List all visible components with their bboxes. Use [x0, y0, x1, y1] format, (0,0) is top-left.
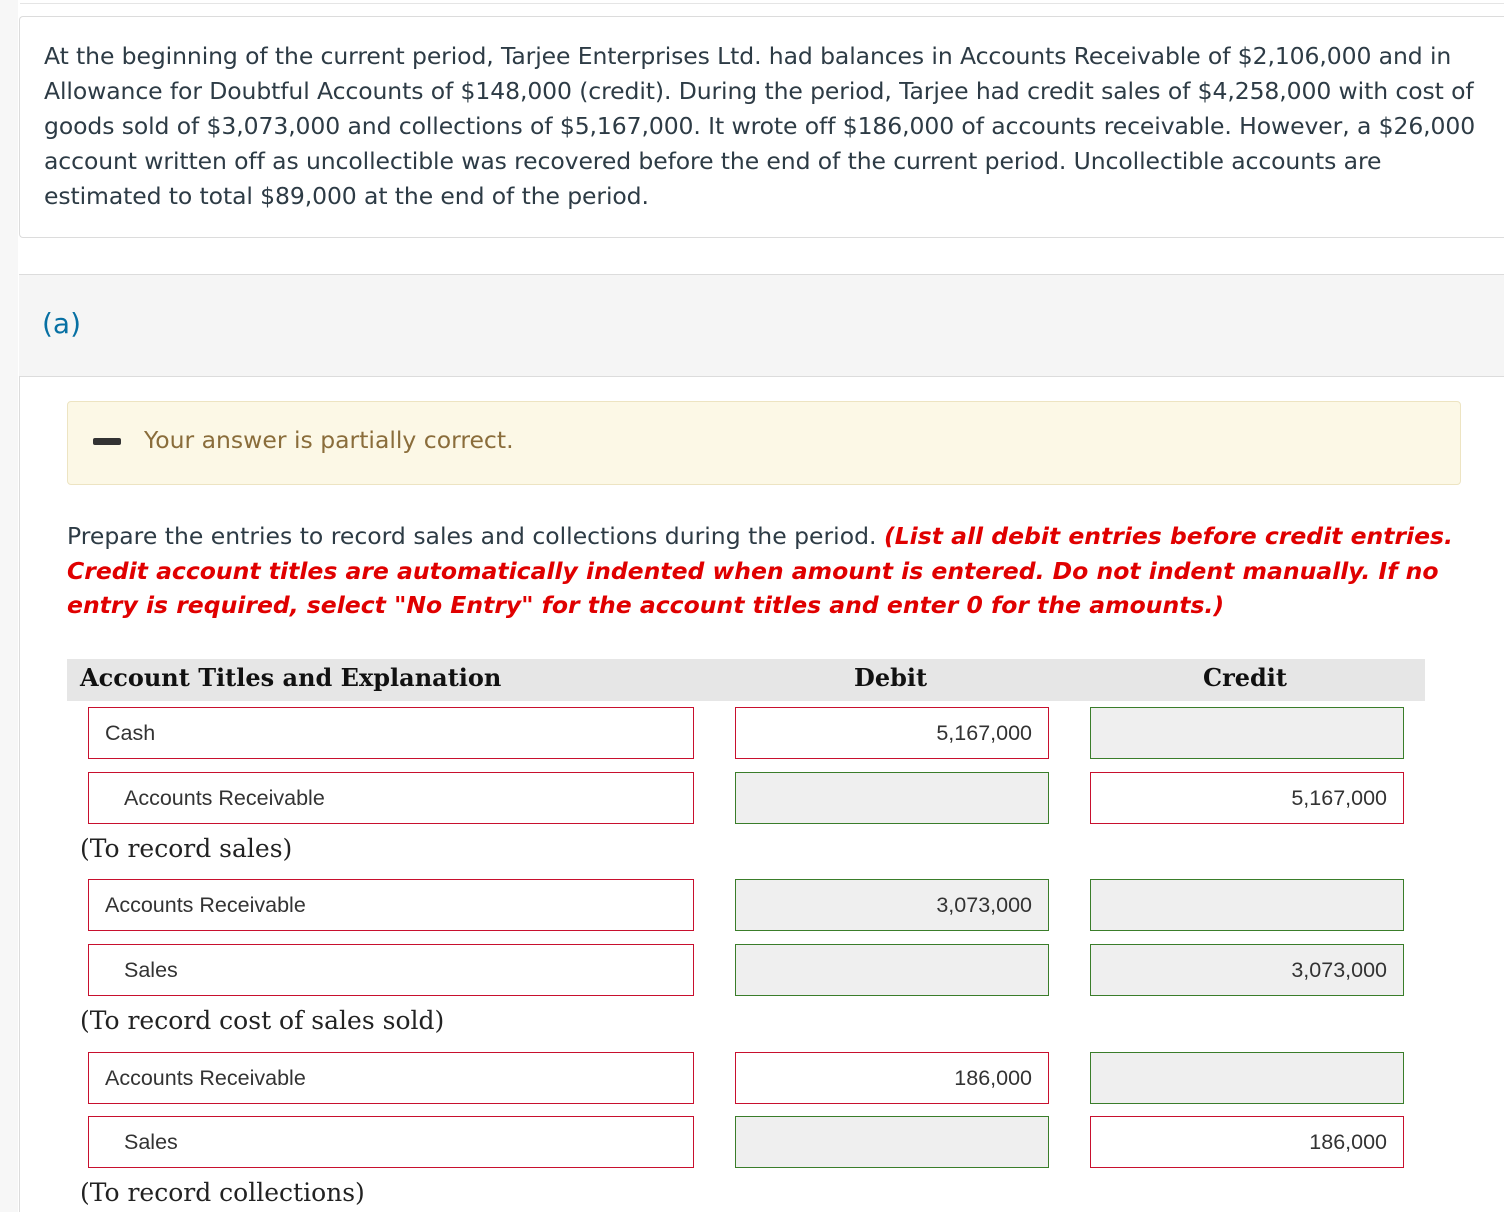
- header-credit: Credit: [1203, 663, 1287, 692]
- left-gutter: [0, 0, 18, 1212]
- account-title-input[interactable]: Sales: [88, 1116, 694, 1168]
- credit-amount-input[interactable]: [1090, 707, 1404, 759]
- top-divider: [20, 3, 1504, 4]
- account-title-input[interactable]: Sales: [88, 944, 694, 996]
- header-account-titles: Account Titles and Explanation: [80, 663, 502, 692]
- problem-statement-box: [19, 16, 1504, 238]
- account-title-input[interactable]: Accounts Receivable: [88, 879, 694, 931]
- problem-text: At the beginning of the current period, Tarjee Enterprises Ltd. had balances in Accounts Receivable of $2,106,000 and in Allowance for Doubtful Accounts of $148,000 (credit). During the period, Tarjee had credit sales of $4,258,000 with cost of goods sold of $3,073,000 and collections of $5,167,000. It wrote off $186,000 of accounts receivable. However, a $26,000 account written off as uncollectible was recovered before the end of the current period. Uncollectible accounts are estimated to total $89,000 at the end of the period.: [44, 42, 1476, 210]
- instructions-main: Prepare the entries to record sales and collections during the period.: [67, 522, 877, 550]
- dash-icon: [93, 438, 121, 445]
- header-debit: Debit: [854, 663, 928, 692]
- journal-table-header: [67, 659, 1425, 701]
- credit-amount-input[interactable]: [1090, 1052, 1404, 1104]
- instructions: [67, 519, 1467, 623]
- credit-amount-input[interactable]: [1090, 879, 1404, 931]
- part-label: (a): [42, 307, 82, 340]
- feedback-text: Your answer is partially correct.: [144, 426, 514, 454]
- debit-amount-input[interactable]: [735, 1116, 1049, 1168]
- credit-amount-input[interactable]: 3,073,000: [1090, 944, 1404, 996]
- account-title-input[interactable]: Cash: [88, 707, 694, 759]
- entry-explanation: (To record collections): [80, 1178, 365, 1207]
- entry-explanation: (To record cost of sales sold): [80, 1006, 445, 1035]
- credit-amount-input[interactable]: 186,000: [1090, 1116, 1404, 1168]
- debit-amount-input[interactable]: 186,000: [735, 1052, 1049, 1104]
- feedback-banner: [67, 401, 1461, 485]
- instructions-note: (List all debit entries before credit entries. Credit account titles are automatically indented when amount is entered. Do not indent manually. If no entry is required, select "No Entry" for the account titles and enter 0 for the amounts.): [67, 522, 1453, 619]
- account-title-input[interactable]: Accounts Receivable: [88, 1052, 694, 1104]
- debit-amount-input[interactable]: [735, 772, 1049, 824]
- debit-amount-input[interactable]: [735, 944, 1049, 996]
- part-header: [19, 274, 1504, 377]
- debit-amount-input[interactable]: 3,073,000: [735, 879, 1049, 931]
- account-title-input[interactable]: Accounts Receivable: [88, 772, 694, 824]
- debit-amount-input[interactable]: 5,167,000: [735, 707, 1049, 759]
- entry-explanation: (To record sales): [80, 834, 293, 863]
- credit-amount-input[interactable]: 5,167,000: [1090, 772, 1404, 824]
